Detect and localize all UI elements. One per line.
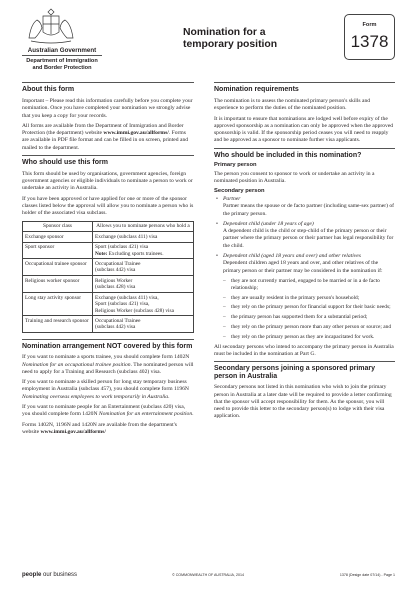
visa-line: Sport (subclass 421) visa, [95,301,150,308]
table-row [23,293,194,316]
nc-p2-form-title: Nominating overseas employees to work temporarily in Australia [22,393,169,400]
requirements-paragraph-2: It is important to ensure that nominations are lodged well before expiry of the approved sponsorship as a nomination can only be approved when the approved sponsorship is valid. If the sponsorship period ceases you will need to reapply and be approved as a sponsor to nominate further visa applicants. [214,115,394,144]
table-header-row [23,221,194,232]
not-covered-heading: Nomination arrangement NOT covered by this form [22,343,193,351]
page-title [183,27,277,51]
list-item: – they rely on the primary person for financial support for their basic needs; [214,304,395,311]
sponsor-class-cell: Exchange sponsor [23,232,93,243]
about-p2-text-b: . Forms are available in PDF file format and can be filled in on screen, printed and mailed to the department. [22,130,189,151]
sponsor-class-cell: Long stay activity sponsor [23,293,93,316]
visa-cell [93,259,194,276]
title-line-1: Nomination for a [183,27,266,38]
sponsor-class-table [22,221,194,334]
left-column [22,86,194,439]
sponsor-class-cell: Training and research sponsor [23,316,93,333]
visa-line: Exchange (subclass 411) visa [95,233,158,240]
visa-cell [93,293,194,316]
table-header-sponsor-class: Sponsor class [23,221,93,232]
footer-brand-bold: people [22,572,42,578]
dependent-adult-label-text: Dependent child (aged 18 years and over) and other relatives [223,252,361,259]
table-row [23,242,194,259]
footer-brand-rest: our business [41,572,78,578]
visa-line: Religious Worker [95,277,133,284]
visa-line: Religious Worker (subclass 428) visa [95,307,174,314]
list-item: – they rely on the primary person more than any other person or source; and [214,324,395,331]
visa-cell [93,316,194,333]
visa-cell [93,276,194,293]
joining-text: Secondary persons not listed in this nomination who wish to join the primary person in Australia at a later date will be required to provide a letter confirming that the sponsor will accept responsibility for them. As the sponsor, you will need to provide this letter to the secondary person(s) to lodge with their visa application. [214,384,392,420]
about-paragraph-1: Important – Please read this information carefully before you complete your nomination. Once you have completed your nomination we strongly advise that you keep a copy for your records. [22,98,193,119]
nc-p3-text-a: If you want to nominate people for an Entertainment (subclass 420) visa, you should complete form 1420N [22,403,186,418]
nc-p4-text-a: Forms 1402N, 1196N and 1420N are available from the department's website [22,421,177,435]
nc-p1-text-a: If you want to nominate a sports trainee, you should complete form 1402N [22,354,190,361]
form-number-box [344,14,395,60]
who-paragraph-1: This form should be used by organisations, government agencies, foreign government agencies or eligible individuals to nominate a person to work or undertake an activity in Australia. [22,170,193,192]
visa-line: Occupational Trainee [95,318,141,325]
dependent-child-label [214,221,395,228]
list-item: – the primary person has supported them for a substantial period; [214,314,395,321]
sponsor-class-cell: Occupational trainee sponsor [23,259,93,276]
nc-p2-text-a: If you want to nominate a skilled person for long stay temporary business employment in Australia (subclass 457), you should complete form 1196N [22,379,189,393]
not-covered-paragraph-1 [22,354,194,376]
nc-p2-text-b: . [168,393,170,400]
table-header-allows: Allows you to nominate persons who hold a [93,221,194,232]
visa-note [95,251,191,257]
primary-person-heading: Primary person [214,161,257,168]
conditions-list [214,278,395,341]
sponsor-class-cell: Religious worker sponsor [23,276,93,293]
table-row [23,232,194,243]
not-covered-paragraph-3 [22,404,194,419]
partner-label [214,196,395,203]
who-paragraph-2: If you have been approved or have applied for one or more of the sponsor classes listed below the approval will allow you to nominate a person who is holder of the associated visa subclass. [22,195,194,217]
who-heading: Who should use this form [22,158,108,166]
footer-copyright: © COMMONWEALTH OF AUSTRALIA, 2014 [172,573,244,577]
partner-label-text: Partner [223,196,241,203]
visa-line: (subclass 428) visa [95,284,136,291]
footer-brand [22,572,77,578]
visa-cell [93,242,194,259]
visa-note-text: Excluding sports trainees. [107,250,164,257]
nc-p3-text-b: . [192,411,194,418]
visa-line: (subclass 442) visa [95,267,136,274]
list-item: – they are usually resident in the primary person's household; [214,295,395,302]
secondary-person-heading: Secondary person [214,188,265,195]
visa-note-label: Note: [95,250,108,257]
visa-line: Occupational Trainee [95,261,141,268]
dependent-child-text: A dependent child is the child or step-child of the primary person or their partner where the primary person or their partner has legal responsibility for the child. [223,228,394,249]
forms-website-link-2[interactable]: www.immi.gov.au/allforms/ [40,428,106,435]
forms-website-link[interactable]: www.immi.gov.au/allforms/ [103,130,169,137]
department-name [22,58,102,72]
requirements-heading: Nomination requirements [214,86,299,93]
visa-cell [93,232,194,243]
about-paragraph-2 [22,123,194,152]
list-item: – they are not currently married, engaged to be married or in a de facto relationship; [214,278,395,292]
government-name: Australian Government [27,47,97,54]
list-item: – they rely on the primary person as they are incapacitated for work. [214,334,395,341]
form-label: Form [362,22,377,28]
dependent-child-label-text: Dependent child (under 18 years of age) [223,220,314,227]
table-row [23,276,194,293]
sponsor-class-cell: Sport sponsor [23,242,93,259]
visa-line: Sport (subclass 421) visa [95,244,149,251]
about-p2-text-a: All forms are available from the Department of Immigration and Border Protection (the department) website [22,122,184,137]
department-line-2: and Border Protection [32,64,92,71]
visa-line: Exchange (subclass 411) visa, [95,294,159,301]
about-heading: About this form [22,86,75,93]
department-line-1: Department of Immigration [26,58,98,64]
visa-line: (subclass 442) visa [95,324,136,331]
dependent-adult-label [214,253,395,260]
partner-text: Partner means the spouse or de facto partner (including same-sex partner) of the primary person. [223,203,395,217]
nc-p1-form-title: Nomination for an occupational trainee position [22,361,131,368]
government-crest [23,8,79,46]
nc-p3-form-title: Nomination for an entertainment position [98,411,193,418]
primary-person-text: The person you consent to sponsor to work or undertake an activity in a nominated position in Australia. [214,170,375,184]
dependent-adult-text: Dependent children aged 18 years and over, and other relatives of the primary person or their partner may be considered in the nomination if: [223,260,383,274]
title-line-2: temporary position [183,38,278,50]
coat-of-arms-icon [23,8,79,46]
requirements-paragraph-1: The nomination is to assess the nominated primary person's skills and experience to perform the duties of the nominated position. [214,98,371,112]
not-covered-paragraph-4 [22,422,194,437]
footer-page-ref: 1378 (Design date 07/14) - Page 1 [339,573,395,577]
not-covered-paragraph-2 [22,379,194,401]
right-column [214,86,395,424]
joining-heading: Secondary persons joining a sponsored primary person in Australia [214,365,376,381]
nc-p1-text-b: . The nominated person will need to apply for a Training and Research (subclass 402) visa. [22,361,194,375]
form-number: 1378 [350,32,389,51]
table-row [23,316,194,333]
included-heading: Who should be included in this nomination? [214,151,362,159]
table-row [23,259,194,276]
all-secondary-text: All secondary persons who intend to accompany the primary person in Australia must be included in the nomination at Part G. [214,343,394,357]
